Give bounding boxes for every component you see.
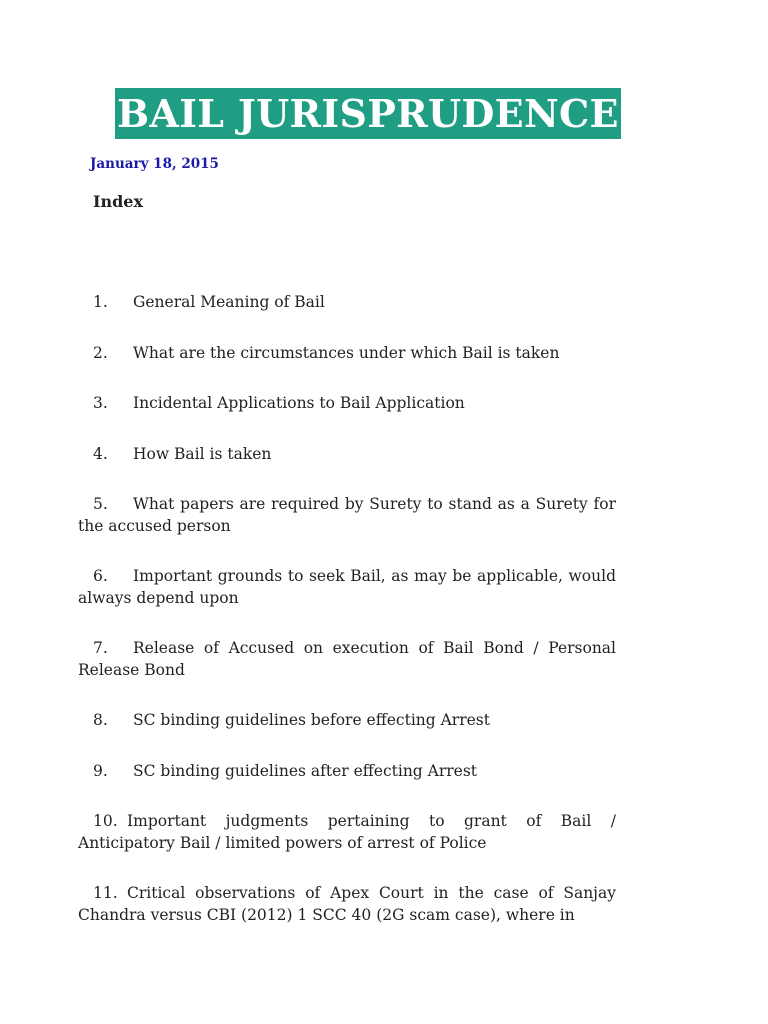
index-item-text: Critical observations of Apex Court in the case of Sanjay Chandra versus CBI (2012) 1 SCC 40 (2G scam case), where in [78, 884, 616, 924]
index-item-text: What papers are required by Surety to stand as a Surety for the accused person [78, 495, 616, 535]
index-item-text: SC binding guidelines after effecting Arrest [133, 761, 478, 780]
index-list [78, 292, 616, 955]
index-item [78, 393, 616, 415]
index-item [78, 811, 616, 854]
index-item [78, 494, 616, 537]
index-item-text: General Meaning of Bail [133, 293, 325, 311]
index-item-number: 1. [93, 293, 108, 311]
index-item [78, 883, 616, 926]
index-item-number: 3. [93, 394, 108, 412]
index-item-number: 9. [93, 761, 108, 780]
index-item-text: What are the circumstances under which Bail is taken [133, 343, 560, 362]
index-item [78, 566, 616, 609]
index-item [78, 638, 616, 681]
publish-date: January 18, 2015 [90, 156, 219, 172]
index-item-number: 10. [93, 812, 118, 830]
title-highlight [115, 88, 621, 139]
index-item-text: Important judgments pertaining to grant of Bail / Anticipatory Bail / limited powers of arrest of Police [78, 812, 616, 852]
index-item-number: 4. [93, 444, 108, 463]
index-item-text: Release of Accused on execution of Bail Bond / Personal Release Bond [78, 639, 616, 679]
index-item-number: 5. [93, 495, 108, 513]
index-item-number: 6. [93, 567, 108, 585]
index-item [78, 761, 616, 783]
index-item-number: 11. [93, 884, 118, 902]
index-item [78, 292, 616, 314]
index-item-number: 8. [93, 711, 108, 729]
index-item-text: SC binding guidelines before effecting Arrest [133, 711, 490, 729]
index-item [78, 444, 616, 466]
index-item [78, 710, 616, 732]
index-item-number: 2. [93, 343, 108, 362]
index-item [78, 343, 616, 365]
index-item-text: How Bail is taken [133, 444, 272, 463]
index-heading: Index [93, 192, 144, 211]
document-title: BAIL JURISPRUDENCE [117, 90, 619, 136]
index-item-number: 7. [93, 639, 108, 657]
index-item-text: Important grounds to seek Bail, as may be applicable, would always depend upon [78, 567, 616, 607]
index-item-text: Incidental Applications to Bail Application [133, 394, 465, 412]
